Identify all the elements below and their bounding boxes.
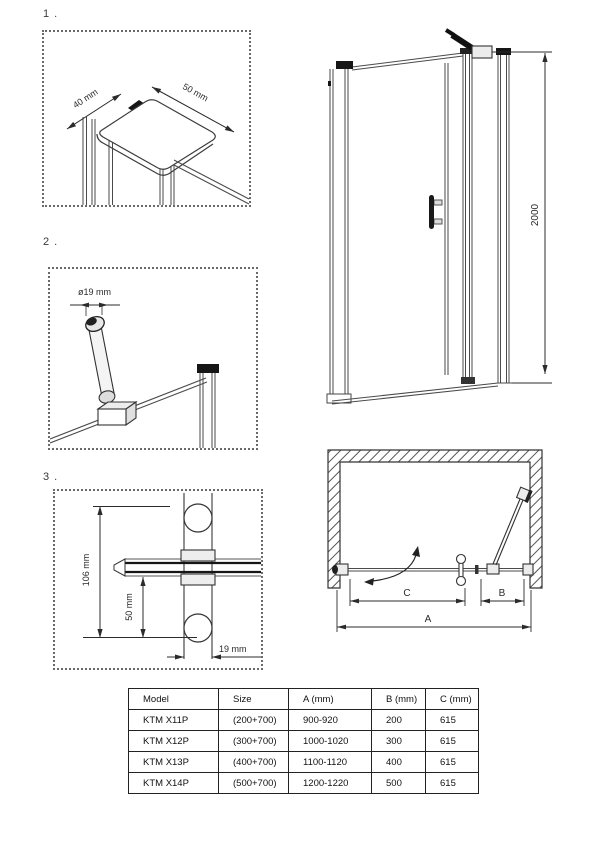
cell-model: KTM X12P	[129, 731, 219, 752]
spec-table	[128, 688, 479, 794]
col-header-model: Model	[129, 689, 219, 710]
dim-B-label: B	[498, 588, 506, 599]
clamp-upper	[181, 550, 215, 561]
support-arm	[84, 314, 117, 405]
cell-c: 615	[426, 731, 479, 752]
support-arm-plan	[487, 486, 533, 574]
stile-foot	[461, 377, 475, 384]
detail-1-drawing-top-bracket	[44, 32, 249, 205]
mounting-plate	[97, 100, 215, 176]
table-row	[129, 710, 479, 731]
dim-C-label: C	[403, 588, 411, 599]
cell-model: KTM X11P	[129, 710, 219, 731]
door-swing-arc	[364, 546, 420, 586]
dimension-B	[481, 579, 524, 606]
dim-40mm-label: 40 mm	[71, 86, 100, 111]
profile-foot	[327, 394, 351, 403]
cell-a: 900-920	[289, 710, 372, 731]
detail-3-drawing-section	[55, 491, 261, 668]
glass-in-plan	[340, 569, 530, 572]
dim-2000-label: 2000	[530, 203, 541, 227]
col-header-size: Size	[219, 689, 289, 710]
dim-A-label: A	[424, 614, 432, 625]
fixed-panel	[496, 48, 511, 383]
plan-view-drawing	[312, 438, 557, 648]
cell-model: KTM X13P	[129, 752, 219, 773]
table-row	[129, 773, 479, 794]
cell-size: (500+700)	[219, 773, 289, 794]
cell-a: 1000-1020	[289, 731, 372, 752]
cell-size: (200+700)	[219, 710, 289, 731]
hinge-mark	[328, 81, 331, 86]
pivot-hinge	[332, 564, 348, 575]
dim-19mm-label: 19 mm	[219, 644, 247, 654]
door-handle	[429, 195, 442, 229]
glass-profile-bar	[114, 550, 261, 585]
wall-hatched	[328, 450, 542, 588]
dimension-19mm	[167, 644, 261, 660]
col-header-b: B (mm)	[372, 689, 426, 710]
dimension-50mm	[124, 577, 146, 638]
dimension-diameter-19mm	[70, 287, 120, 316]
table-header-row	[129, 689, 479, 710]
dim-106mm-label: 106 mm	[81, 553, 91, 587]
detail-2-label: 2 .	[43, 236, 59, 248]
cell-size: (300+700)	[219, 731, 289, 752]
dim-50mm-label: 50 mm	[180, 81, 210, 104]
cell-c: 615	[426, 773, 479, 794]
cell-b: 400	[372, 752, 426, 773]
bar-end-tip	[114, 559, 125, 576]
table-row	[129, 752, 479, 773]
support-bar-to-corner	[174, 160, 249, 204]
panel-end-profile	[523, 564, 533, 575]
detail-3-label: 3 .	[43, 471, 59, 483]
clamp-lower	[181, 574, 215, 585]
cell-b: 200	[372, 710, 426, 731]
cell-model: KTM X14P	[129, 773, 219, 794]
threshold	[332, 383, 547, 404]
handle-knob-plan	[457, 555, 466, 586]
profile-cap-dark	[197, 364, 219, 373]
detail-3-box	[53, 489, 263, 670]
col-header-a: A (mm)	[289, 689, 372, 710]
elevation-drawing	[300, 15, 565, 425]
door-glass-edges	[352, 53, 463, 375]
profile-cap-dark	[336, 61, 353, 69]
dim-50mm-label: 50 mm	[124, 593, 134, 621]
col-header-c: C (mm)	[426, 689, 479, 710]
detail-1-box	[42, 30, 251, 207]
cell-a: 1100-1120	[289, 752, 372, 773]
tube-knob-top	[184, 504, 212, 532]
glass-clamp	[98, 402, 136, 425]
dim-diameter-label: ø19 mm	[78, 287, 112, 297]
cell-b: 500	[372, 773, 426, 794]
cell-c: 615	[426, 710, 479, 731]
detail-2-box	[48, 267, 258, 450]
door-stile	[460, 48, 475, 384]
cell-size: (400+700)	[219, 752, 289, 773]
detail-1-label: 1 .	[43, 8, 59, 20]
table-row	[129, 731, 479, 752]
glass-joint	[475, 565, 479, 574]
panel-top-cap	[496, 48, 511, 55]
wall-profile-left	[327, 61, 353, 403]
wall-profile	[197, 364, 219, 448]
detail-2-drawing-support-arm	[50, 269, 256, 448]
cell-c: 615	[426, 752, 479, 773]
cell-a: 1200-1220	[289, 773, 372, 794]
cell-b: 300	[372, 731, 426, 752]
